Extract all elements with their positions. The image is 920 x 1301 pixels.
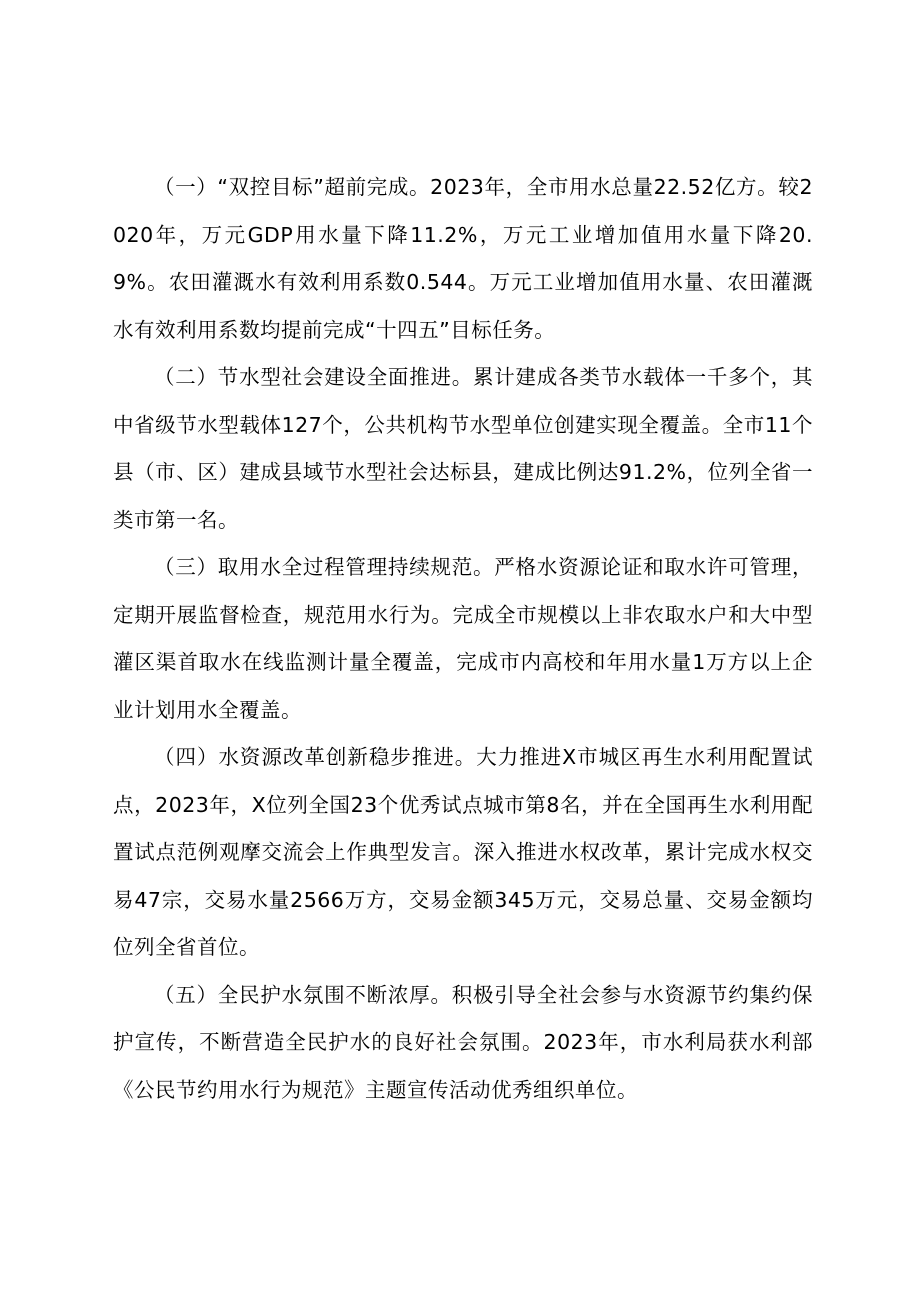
paragraph-dual-control-targets: （一）“双控目标”超前完成。2023年，全市用水总量22.52亿方。较2020年，万元GDP用水量下降11.2%，万元工业增加值用水量下降20.9%。农田灌溉水有效利用系数0.544。万元工业增加值用水量、农田灌溉水有效利用系数均提前完成“十四五”目标任务。: [113, 175, 813, 342]
document-page: [113, 0, 813, 1301]
paragraph-public-water-protection: （五）全民护水氛围不断浓厚。积极引导全社会参与水资源节约集约保护宣传，不断营造全民护水的良好社会氛围。2023年，市水利局获水利部《公民节约用水行为规范》主题宣传活动优秀组织单位。: [113, 982, 813, 1102]
paragraph-water-saving-society: （二）节水型社会建设全面推进。累计建成各类节水载体一千多个，其中省级节水型载体127个，公共机构节水型单位创建实现全覆盖。全市11个县（市、区）建成县域节水型社会达标县，建成比例达91.2%，位列全省一类市第一名。: [113, 365, 813, 532]
paragraph-water-resource-reform: （四）水资源改革创新稳步推进。大力推进X市城区再生水利用配置试点，2023年，X位列全国23个优秀试点城市第8名，并在全国再生水利用配置试点范例观摩交流会上作典型发言。深入推进水权改革，累计完成水权交易47宗，交易水量2566万方，交易金额345万元，交易总量、交易金额均位列全省首位。: [113, 745, 813, 959]
paragraph-water-use-management: （三）取用水全过程管理持续规范。严格水资源论证和取水许可管理，定期开展监督检查，规范用水行为。完成全市规模以上非农取水户和大中型灌区渠首取水在线监测计量全覆盖，完成市内高校和年用水量1万方以上企业计划用水全覆盖。: [113, 555, 813, 722]
